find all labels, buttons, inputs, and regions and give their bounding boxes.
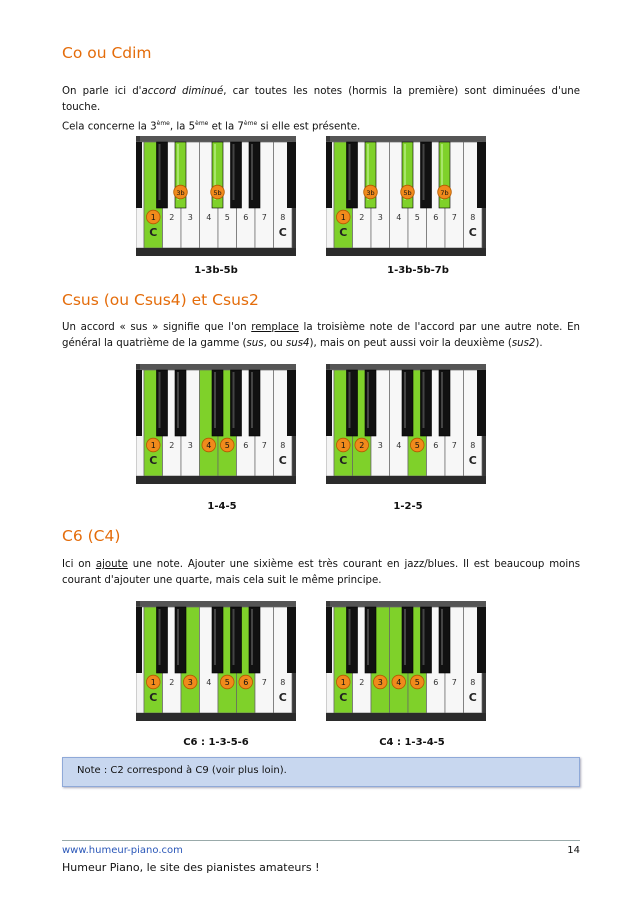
note-name: C [278,691,287,704]
black-key [249,142,260,208]
key-number: 8 [280,678,286,687]
chord-caption: 1-2-5 [393,501,423,512]
note-marker-label: 3 [377,678,383,687]
footer-divider [62,840,580,841]
black-key [249,607,260,673]
note-marker-label: 5 [414,441,420,450]
key-number: 7 [261,678,267,687]
key-number: 4 [396,441,402,450]
note-marker-label: 1 [340,441,346,450]
chord-caption: C6 : 1-3-5-6 [183,737,249,748]
note-name: C [278,454,287,467]
key-number: 5 [414,213,420,222]
note-box [62,757,580,787]
black-key [175,370,186,436]
section-title-c6: C6 (C4) [62,527,121,545]
key-number: 3 [377,441,383,450]
page-number: 14 [567,845,580,856]
keyboard-diagram [136,364,296,484]
black-key [347,142,358,208]
chord-caption: 1-3b-5b [194,265,238,276]
note-name: C [278,226,287,239]
black-key [231,370,242,436]
key-number: 3 [187,441,193,450]
keyboard-diagram [136,601,296,721]
key-number: 4 [206,213,212,222]
key-number: 7 [451,213,457,222]
note-name: C [339,691,348,704]
keyboard-diagram [326,601,486,721]
key-number: 6 [433,213,439,222]
key-number: 7 [261,213,267,222]
key-number: 8 [280,213,286,222]
black-key [365,370,376,436]
chord-caption: 1-4-5 [207,501,237,512]
black-key [439,370,450,436]
note-marker-label: 6 [243,678,249,687]
keyboard-diagram [326,364,486,484]
note-marker-label: 3b [366,189,375,197]
black-key [231,142,242,208]
black-key [421,142,432,208]
key-number: 4 [206,678,212,687]
note-name: C [339,454,348,467]
black-key [421,370,432,436]
note-marker-label: 5 [224,441,230,450]
key-number: 5 [224,213,230,222]
key-number: 6 [433,441,439,450]
black-key [212,607,223,673]
note-marker-label: 5 [224,678,230,687]
key-number: 2 [359,213,365,222]
black-key [439,607,450,673]
black-key [231,607,242,673]
black-key [249,370,260,436]
note-marker-label: 4 [396,678,402,687]
note-marker-label: 7b [440,189,449,197]
footer-tagline: Humeur Piano, le site des pianistes amateurs ! [62,861,320,874]
black-key [365,607,376,673]
chord-caption: 1-3b-5b-7b [387,265,449,276]
key-number: 6 [433,678,439,687]
black-key [212,370,223,436]
note-marker-label: 3 [187,678,193,687]
note-marker-label: 5b [213,189,222,197]
note-marker-label: 3b [176,189,185,197]
paragraph-csus: Un accord « sus » signifie que l'on remplace la troisième note de l'accord par une autre note. En général la quatrième de la gamme (sus, ou sus4), mais on peut aussi voir la deuxième (sus2). [62,322,580,349]
black-key [402,607,413,673]
paragraph-cdim: On parle ici d'accord diminué, car toutes les notes (hormis la première) sont diminuées d'une touche. Cela concerne la 3ème, la 5ème et la 7ème si elle est présente. [62,86,580,133]
keyboard-diagram [136,136,296,256]
note-marker-label: 1 [340,678,346,687]
note-marker-label: 1 [150,678,156,687]
note-marker-label: 1 [340,213,346,222]
key-number: 3 [187,213,193,222]
black-key [157,370,168,436]
black-key [157,142,168,208]
key-number: 6 [243,213,249,222]
key-number: 2 [359,678,365,687]
black-key [402,370,413,436]
key-number: 8 [470,441,476,450]
note-name: C [149,454,158,467]
key-number: 8 [470,678,476,687]
paragraph-c6: Ici on ajoute une note. Ajouter une sixième est très courant en jazz/blues. Il est beaucoup moins courant d'ajouter une quarte, mais cela suit le même principe. [62,559,581,586]
note-name: C [468,454,477,467]
key-number: 2 [169,678,175,687]
key-number: 6 [243,441,249,450]
black-key [347,607,358,673]
note-name: C [339,226,348,239]
section-title-cdim: Co ou Cdim [62,44,152,62]
black-key [157,607,168,673]
note-marker-label: 2 [359,441,365,450]
note-marker-label: 5b [403,189,412,197]
note-name: C [149,226,158,239]
note-marker-label: 1 [150,441,156,450]
key-number: 8 [280,441,286,450]
keyboard-diagram [326,136,486,256]
black-key [421,607,432,673]
note-name: C [468,226,477,239]
key-number: 7 [261,441,267,450]
section-title-csus: Csus (ou Csus4) et Csus2 [62,291,259,309]
footer-link[interactable]: www.humeur-piano.com [62,845,183,856]
black-key [347,370,358,436]
note-name: C [468,691,477,704]
chord-caption: C4 : 1-3-4-5 [379,737,445,748]
key-number: 7 [451,678,457,687]
note-marker-label: 5 [414,678,420,687]
key-number: 2 [169,441,175,450]
black-key [175,607,186,673]
note-marker-label: 4 [206,441,212,450]
key-number: 4 [396,213,402,222]
note-name: C [149,691,158,704]
key-number: 7 [451,441,457,450]
key-number: 3 [377,213,383,222]
note-text: Note : C2 correspond à C9 (voir plus loin). [77,765,287,776]
key-number: 2 [169,213,175,222]
key-number: 8 [470,213,476,222]
note-marker-label: 1 [150,213,156,222]
